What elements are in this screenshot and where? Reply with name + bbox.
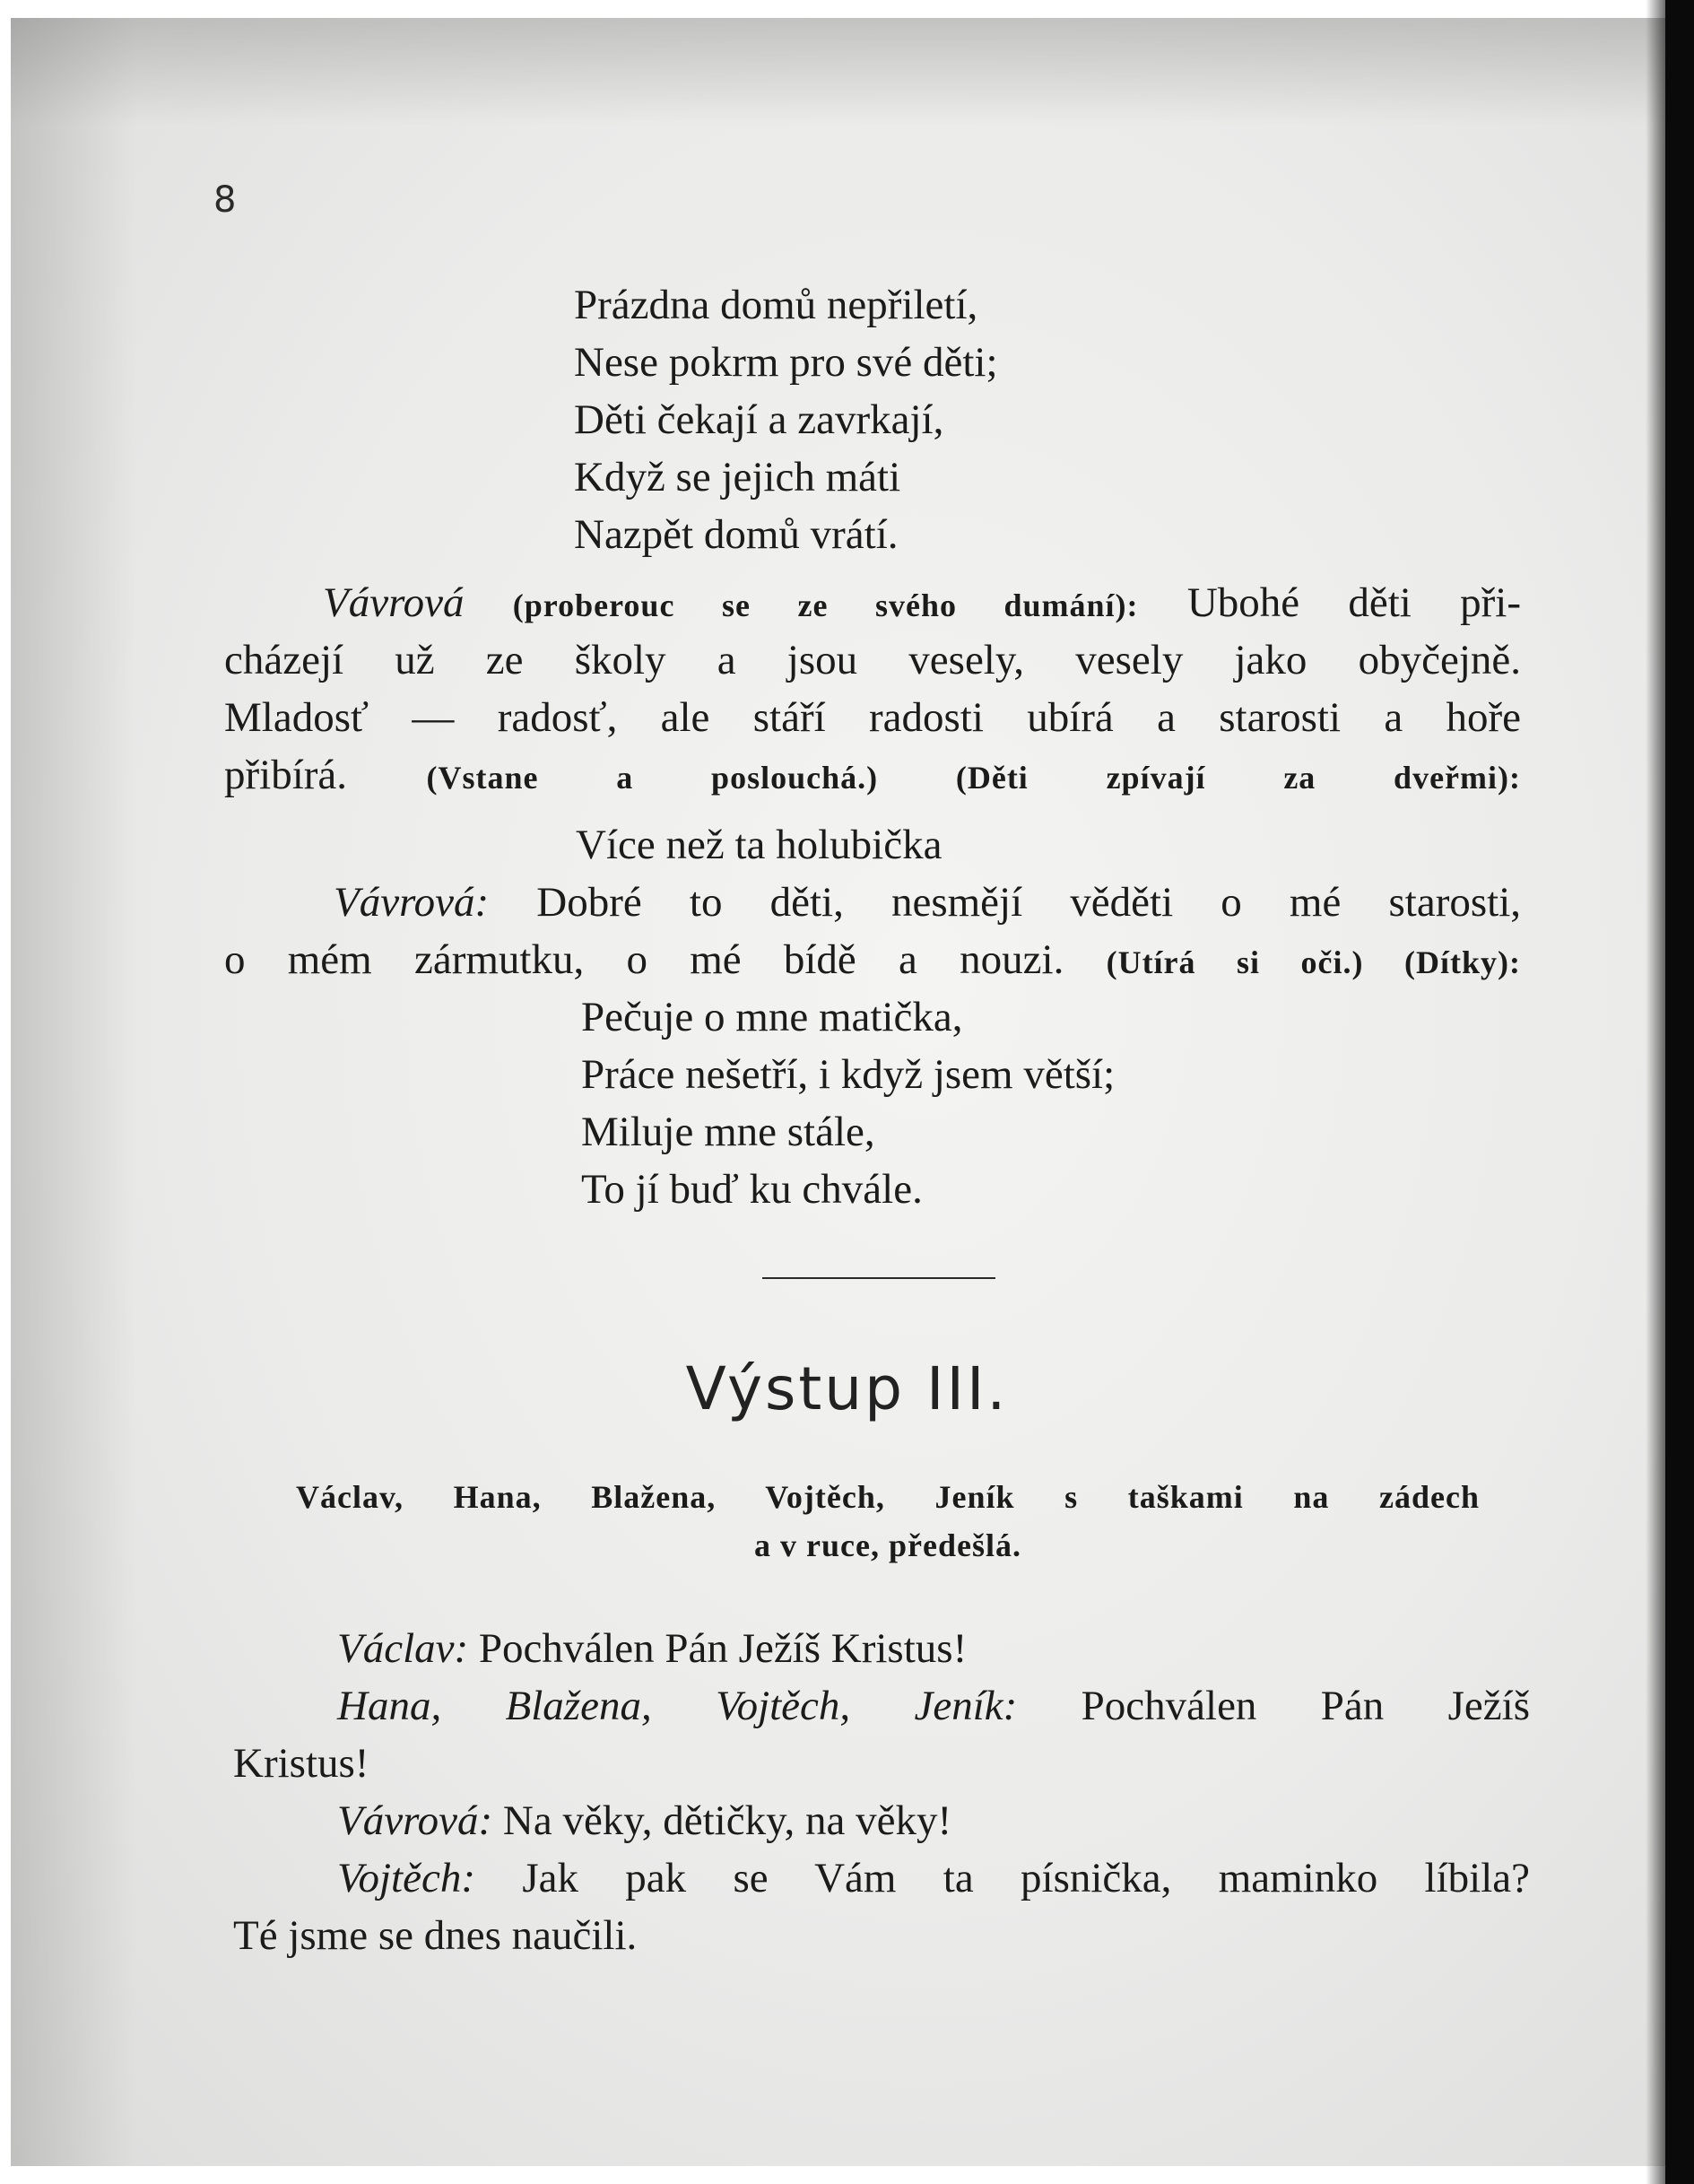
verse-line: Nazpět domů vrátí. [574, 511, 899, 558]
paper-shadow-top [11, 18, 1665, 126]
spoken-text: Ubohé děti při- [1186, 579, 1522, 626]
prose-line [224, 746, 1521, 806]
dialogue-line: Té jsme se dnes naučili. [233, 1912, 638, 1959]
verse-line: Když se jejich máti [574, 454, 901, 500]
verse-line: Miluje mne stále, [581, 1109, 875, 1155]
verse-line: Více než ta holubička [576, 822, 943, 868]
verse-line: Prázdna domů nepřiletí, [574, 282, 978, 328]
paper-shadow-left [11, 18, 136, 2166]
dialogue-line [337, 1620, 967, 1677]
speaker-name: Vávrová: [337, 1797, 493, 1844]
verse-line: To jí buď ku chvále. [581, 1166, 923, 1213]
prose-line [323, 574, 1521, 634]
spoken-text: Pochválen Pán Ježíš Kristus! [478, 1625, 968, 1672]
stage-direction: (Vstane a poslouchá.) (Děti zpívají za dveřmi): [426, 760, 1521, 796]
verse-line: Práce nešetří, i když jsem větší; [581, 1051, 1116, 1098]
speaker-name: Hana, Blažena, Vojtěch, Jeník: [337, 1683, 1018, 1729]
cast-list-line: a v ruce, předešlá. [754, 1527, 1021, 1563]
verse-line: Pečuje o mne matička, [581, 994, 963, 1040]
speaker-name: Vávrová: [334, 879, 490, 926]
cast-list-line: Václav, Hana, Blažena, Vojtěch, Jeník s taškami na zádech [296, 1479, 1480, 1515]
section-divider [762, 1277, 995, 1279]
spoken-text: Pochválen Pán Ježíš [1081, 1683, 1530, 1729]
prose-line: cházejí už ze školy a jsou vesely, vesely jako obyčejně. [224, 637, 1521, 683]
speaker-name: Vávrová [323, 579, 465, 626]
verse-line: Děti čekají a zavrkají, [574, 396, 944, 443]
spoken-text: o mém zármutku, o mé bídě a nouzi. [224, 936, 1064, 983]
spoken-text: přibírá. [224, 752, 348, 798]
binding-shadow [1646, 0, 1665, 2184]
verse-line: Nese pokrm pro své děti; [574, 339, 998, 386]
dialogue-line [337, 1792, 951, 1849]
scene-title: Výstup III. [685, 1354, 1009, 1423]
prose-line: Mladosť — radosť, ale stáří radosti ubírá a starosti a hoře [224, 694, 1521, 741]
dialogue-line [337, 1677, 1530, 1735]
stage-direction: (Utírá si oči.) (Dítky): [1106, 944, 1521, 980]
stage-direction: (proberouc se ze svého dumání): [512, 587, 1139, 623]
speaker-name: Vojtěch: [337, 1855, 475, 1901]
dialogue-line: Kristus! [233, 1740, 369, 1787]
book-binding-edge [1665, 0, 1694, 2184]
spoken-text: Dobré to děti, nesmějí věděti o mé starosti, [536, 879, 1522, 926]
page-number: 8 [213, 179, 237, 221]
prose-line [334, 874, 1521, 931]
prose-line [224, 931, 1521, 991]
spoken-text: Jak pak se Vám ta písnička, maminko líbila? [522, 1855, 1531, 1901]
dialogue-line [337, 1849, 1530, 1907]
speaker-name: Václav: [337, 1625, 469, 1672]
spoken-text: Na věky, dětičky, na věky! [502, 1797, 952, 1844]
